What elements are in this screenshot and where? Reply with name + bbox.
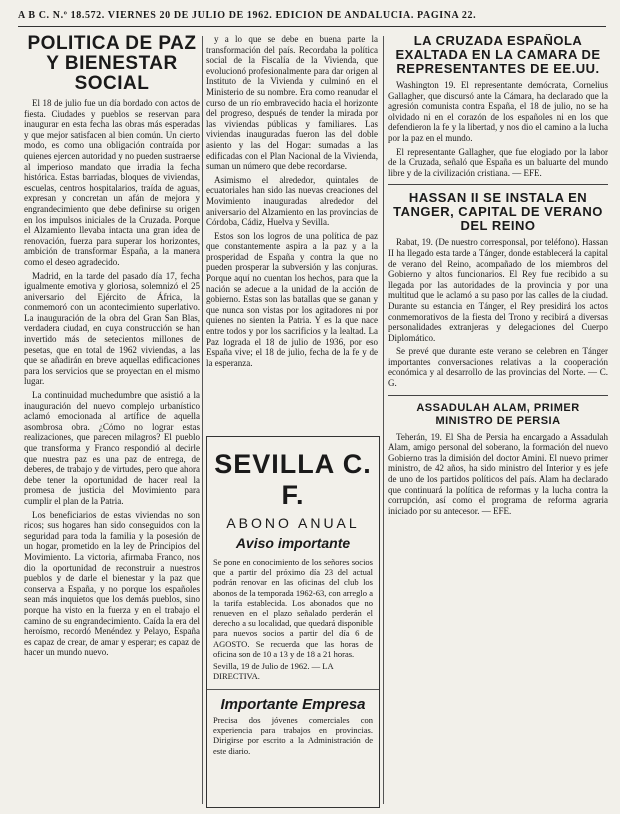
article-paragraph: El 18 de julio fue un día bordado con actos de fiesta. Ciudades y pueblos se reservan para inaugurar en esta fecha las obras más esperadas y que mejor satisfacen al bien común. Un cierto modo, es como una obligación contraída por quienes ejercen autoridad y no pueden sustraerse al imperioso mandato que irradia la fecha histórica. Estas barriadas, bloques de viviendas, escuelas, centros hospitalarios, traída de aguas, expresan y concretan un afán de mejora y engrandecimiento que debe definirse su origen en los impulsos iniciales de la Cruzada. Porque el Alzamiento llevaba intacta una gran idea de renovación, fuerza para superar los horizontes, ambición de transformar España, a la manera como el deseo agradecido. <box>24 98 200 267</box>
article-paragraph: Teherán, 19. El Sha de Persia ha encargado a Assadulah Alam, amigo personal del soberano, la formación del nuevo Gobierno tras la dimisión del doctor Amini. El nuevo primer ministro, de 42 años, ha sido ministro del Interior y es jefe de uno de los partidos políticos del país. Alam ha declarado que continuará la política de reformas y la lucha contra la corrupción, así como el programa de reforma agraria iniciado por su antecesor. — EFE. <box>388 431 608 516</box>
article-paragraph: Asimismo el alrededor, quintales de ecuatoriales han sido las nuevas creaciones del Movimiento inauguradas alrededor del aniversario del Alzamiento en las provincias de Córdoba, Cádiz, Huelva y Sevilla. <box>206 174 378 228</box>
article-title: POLITICA DE PAZ Y BIENESTAR SOCIAL <box>27 34 197 94</box>
article-title: ASSADULAH ALAM, PRIMER MINISTRO DE PERSIA <box>416 401 580 427</box>
article-paragraph: Los beneficiarios de estas viviendas no son ricos; sus hogares han sido conseguidos con la seguridad para toda la familia y la posesión de un hogar, prometido en la ley de Principios del Movimiento. La victoria, afirmaba Franco, nos dio la oportunidad de reconstruir a nuestros pueblos y de darle el bienestar y la paz que conserva a España, y no porque los españoles sean más inquietos que los demás pueblos, sino porque ha visto en la fuerza y en el trabajo el camino de su engrandecimiento. Caída la era del heroísmo, recordó Menéndez y Pelayo, España es capaz de crear, de amar y esperar; es capaz de hacer un mundo nuevo. <box>24 509 200 658</box>
ad-heading: Aviso importante <box>235 535 351 551</box>
article-paragraph: Washington 19. El representante demócrata, Cornelius Gallagher, que discursó ante la Cámara, ha declarado que la agresión comunista contra España, el 18 de julio, no se ha olvidado ni en el corazón de los españoles ni en los que defendieron la fe y la libertad, y nos dio el camino a la lucha por la paz en el mundo. <box>388 80 608 143</box>
divider <box>388 184 608 185</box>
article-paragraph: y a lo que se debe en buena parte la transformación del país. Recordaba la política social de la Fiscalía de la Vivienda, que evolucionó profesionalmente para dar origen al Instituto de la Vivienda y culminó en el Ministerio de su nombre. Era como reanudar el curso de un río embravecido hacia el horizonte del progreso, después de tender la mirada por las viviendas públicas y familiares. Las viviendas inauguradas fueron las del doble asiento y las del Hogar: sumadas a las edificadas con el Plan Nacional de la Vivienda, suman un número que debe recordarse. <box>206 34 378 172</box>
column-rule <box>383 36 384 804</box>
divider <box>388 395 608 396</box>
column-right <box>388 34 608 806</box>
page-header: A B C. N.º 18.572. VIERNES 20 DE JULIO DE 1962. EDICION DE ANDALUCIA. PAGINA 22. <box>18 10 606 27</box>
article-title: LA CRUZADA ESPAÑOLA EXALTADA EN LA CAMARA DE REPRESENTANTES DE EE.UU. <box>395 34 601 76</box>
sevilla-cf-advertisement <box>206 436 380 808</box>
ad-signature: Sevilla, 19 de Julio de 1962. — LA DIRECTIVA. <box>213 661 334 682</box>
column-rule <box>202 36 203 804</box>
article-paragraph: Se prevé que durante este verano se celebren en Tánger importantes conversaciones relativas a la cooperación económica y al desarrollo de las provincias del Norte. — C. G. <box>388 346 608 389</box>
article-title: HASSAN II SE INSTALA EN TANGER, CAPITAL DE VERANO DEL REINO <box>393 190 603 234</box>
ad-title: SEVILLA C. F. <box>214 449 372 510</box>
ad-body: Se pone en conocimiento de los señores socios que a partir del próximo día 23 del actual podrán renovar en las oficinas del club los abonos de la temporada 1962-63, con arreglo a la tarifa establecida. Los abonados que no renueven en el plazo señalado perderán el derecho a su localidad, que quedará disponible para nuevos socios a partir del día 6 de AGOSTO. Se recuerda que las horas de oficina son de 10 a 13 y de 18 a 21 horas. <box>213 557 373 659</box>
ad-body-2: Precisa dos jóvenes comerciales con experiencia para trabajos en provincias. Dirigirse por escrito a la Administración de este diario. <box>213 715 373 756</box>
column-left <box>24 34 200 806</box>
article-paragraph: La continuidad muchedumbre que asistió a la inauguración del nuevo complejo urbanístico aclamó emocionada al artífice de aquella asombrosa obra. ¿Cómo no lograr estas realizaciones, que parecen milagros? El pueblo que transforma y Franco respondió al decirle que nuestra paz es una paz de entrega, de deberes, de trabajo y de virtudes, pero que ahora debe tener la oportunidad de hacer real la promesa de justicia del Movimiento para cumplir el plan de la Patria. <box>24 390 200 506</box>
article-paragraph: El representante Gallagher, que fue elogiado por la labor de la Cruzada, señaló que España es un baluarte del mundo libre y de la civilización cristiana. — EFE. <box>388 146 608 178</box>
article-paragraph: Madrid, en la tarde del pasado día 17, fecha igualmente emotiva y gloriosa, solemnizó el 25 aniversario del Ejército de África, la conmemoró con un acontecimiento superlativo. La inauguración de la obra del Gran San Blas, verdadera ciudad, en cuya construcción se han invertido más de setecientos millones de pesetas, que en total de 1962 viviendas, a las que se añadirán en breve aquellas edificaciones para los servicios que se proyectan en el mismo lugar. <box>24 270 200 387</box>
ad-heading-2: Importante Empresa <box>207 689 379 713</box>
article-paragraph: Rabat, 19. (De nuestro corresponsal, por teléfono). Hassan II ha llegado esta tarde a Tánger, donde establecerá la capital de verano del Reino, acompañado de los miembros del Gobierno y altos funcionarios. El Rey fue recibido a su llegada por las autoridades de la provincia y por una multitud que le aclamó a su paso por las calles de la ciudad. Durante su estancia en Tánger, el Rey presidirá los actos conmemorativos de la fiesta del Trono y recibirá a diversas personalidades extranjeras y delegaciones del Cuerpo Diplomático. <box>388 237 608 343</box>
column-middle <box>206 34 378 430</box>
article-paragraph: Estos son los logros de una política de paz que constantemente aspira a la paz y a la prosperidad de España y contra la que no pueden prosperar la subversión y las conjuras. Porque aquí no cuentan los hechos, para que la nación se adecue a la unidad de la acción de gobierno. Estas son las batallas que se ganan y que nunca son vistas por los agitadores ni por quienes no sienten la Patria. Y es la que nace entre todos y por los sacrificios y la lealtad. La Paz lograda el 18 de julio de 1936, por eso España vive; el 18 de julio, fecha de la fe y de la esperanza. <box>206 230 378 368</box>
ad-subtitle: ABONO ANUAL <box>226 515 360 531</box>
